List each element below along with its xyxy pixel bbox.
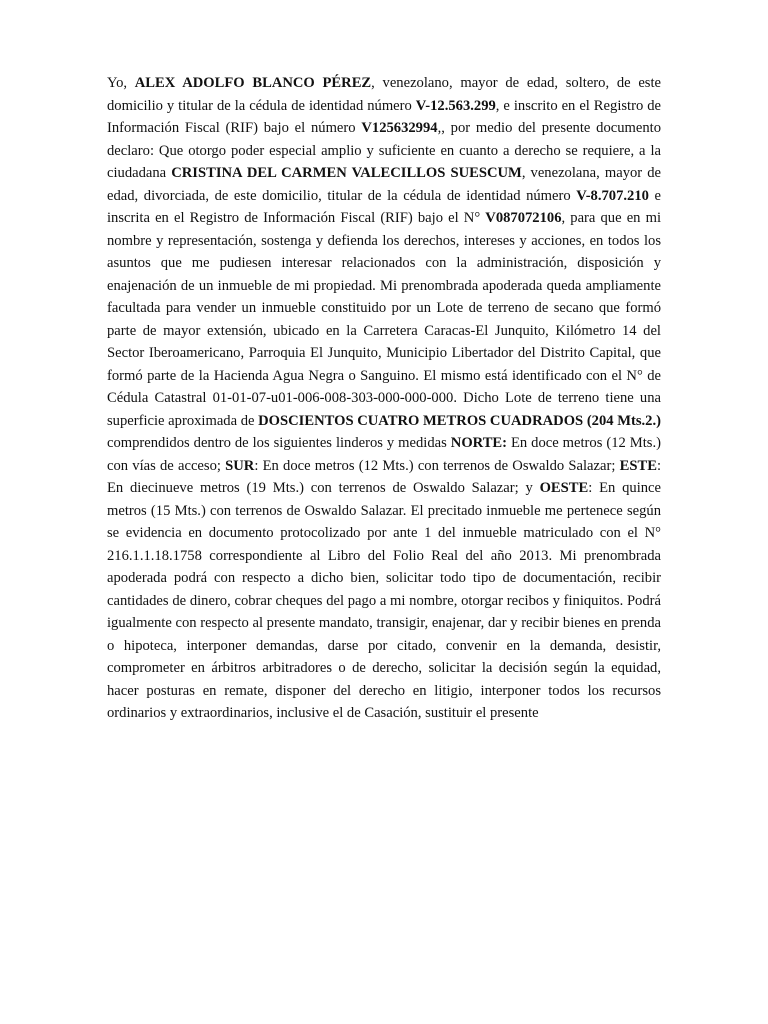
text-segment: e inscrita en el Registro de Información Fiscal (RIF) bajo el N° <box>107 187 661 226</box>
text-segment: : En quince metros (15 Mts.) con terrenos de Oswaldo Salazar. El precitado inmueble me pertenece según se evidencia en documento protocolizado por ante 1 del inmueble matriculado con el N° 216.1.1.18.1758 correspondiente al Libro del Folio Real del año 2013. Mi prenombrada apoderada podrá con respecto a dicho bien, solicitar todo tipo de documentación, recibir cantidades de dinero, cobrar cheques del pago a mi nombre, otorgar recibos y finiquitos. Podrá igualmente con respecto al presente mandato, transigir, enajenar, dar y recibir bienes en prenda o hipoteca, interponer demandas, darse por citado, convenir en la demanda, desistir, comprometer en árbitros arbitradores o de derecho, solicitar la decisión según la equidad, hacer posturas en remate, disponer del derecho en litigio, interponer todos los recursos ordinarios y extraordinarios, inclusive el de Casación, sustituir el presente <box>107 480 662 721</box>
attorney-id-number: V-8.707.210 <box>576 187 649 204</box>
text-segment: , e inscrito en el Registro de Información Fiscal (RIF) bajo el número <box>107 97 661 136</box>
text-segment: En doce metros (12 Mts.) con vías de acceso; <box>107 435 661 474</box>
text-segment: comprendidos dentro de los siguientes linderos y medidas <box>107 435 451 451</box>
text-segment: Yo, <box>107 75 135 91</box>
grantor-name: ALEX ADOLFO BLANCO PÉREZ <box>134 75 372 91</box>
text-segment: , venezolana, mayor de edad, divorciada, de este domicilio, titular de la cédula de identidad número <box>107 165 661 204</box>
boundary-north: NORTE: <box>450 435 508 451</box>
grantor-rif: V125632994 <box>361 120 438 136</box>
attorney-name: CRISTINA DEL CARMEN VALECILLOS SUESCUM <box>171 165 522 181</box>
land-area: DOSCIENTOS CUATRO METROS CUADRADOS (204 Mts.2.) <box>258 412 661 429</box>
text-segment: : En doce metros (12 Mts.) con terrenos de Oswaldo Salazar; <box>254 457 620 474</box>
boundary-west: OESTE <box>539 480 589 496</box>
boundary-east: ESTE <box>619 457 657 474</box>
text-segment: , venezolano, mayor de edad, soltero, de este domicilio y titular de la cédula de identidad número <box>107 75 662 114</box>
boundary-south: SUR <box>225 457 255 474</box>
power-of-attorney-paragraph <box>107 72 661 725</box>
grantor-id-number: V-12.563.299 <box>415 97 496 114</box>
text-segment: ,, por medio del presente documento declaro: Que otorgo poder especial amplio y suficiente en cuanto a derecho se requiere, a la ciudadana <box>107 120 662 181</box>
text-segment: , para que en mi nombre y representación, sostenga y defienda los derechos, intereses y acciones, en todos los asuntos que me pudiesen interesar relacionados con la administración, disposición y enajenación de un inmueble de mi propiedad. Mi prenombrada apoderada queda ampliamente facultada para vender un inmueble constituido por un Lote de terreno de secano que formó parte de mayor extensión, ubicado en la Carretera Caracas-El Junquito, Kilómetro 14 del Sector Iberoamericano, Parroquia El Junquito, Municipio Libertador del Distrito Capital, que formó parte de la Hacienda Agua Negra o Sanguino. El mismo está identificado con el N° de Cédula Catastral 01-01-07-u01-006-008-303-000-000-000. Dicho Lote de terreno tiene una superficie aproximada de <box>107 210 661 429</box>
attorney-rif: V087072106 <box>485 210 562 226</box>
text-segment: : En diecinueve metros (19 Mts.) con terrenos de Oswaldo Salazar; y <box>107 457 661 496</box>
